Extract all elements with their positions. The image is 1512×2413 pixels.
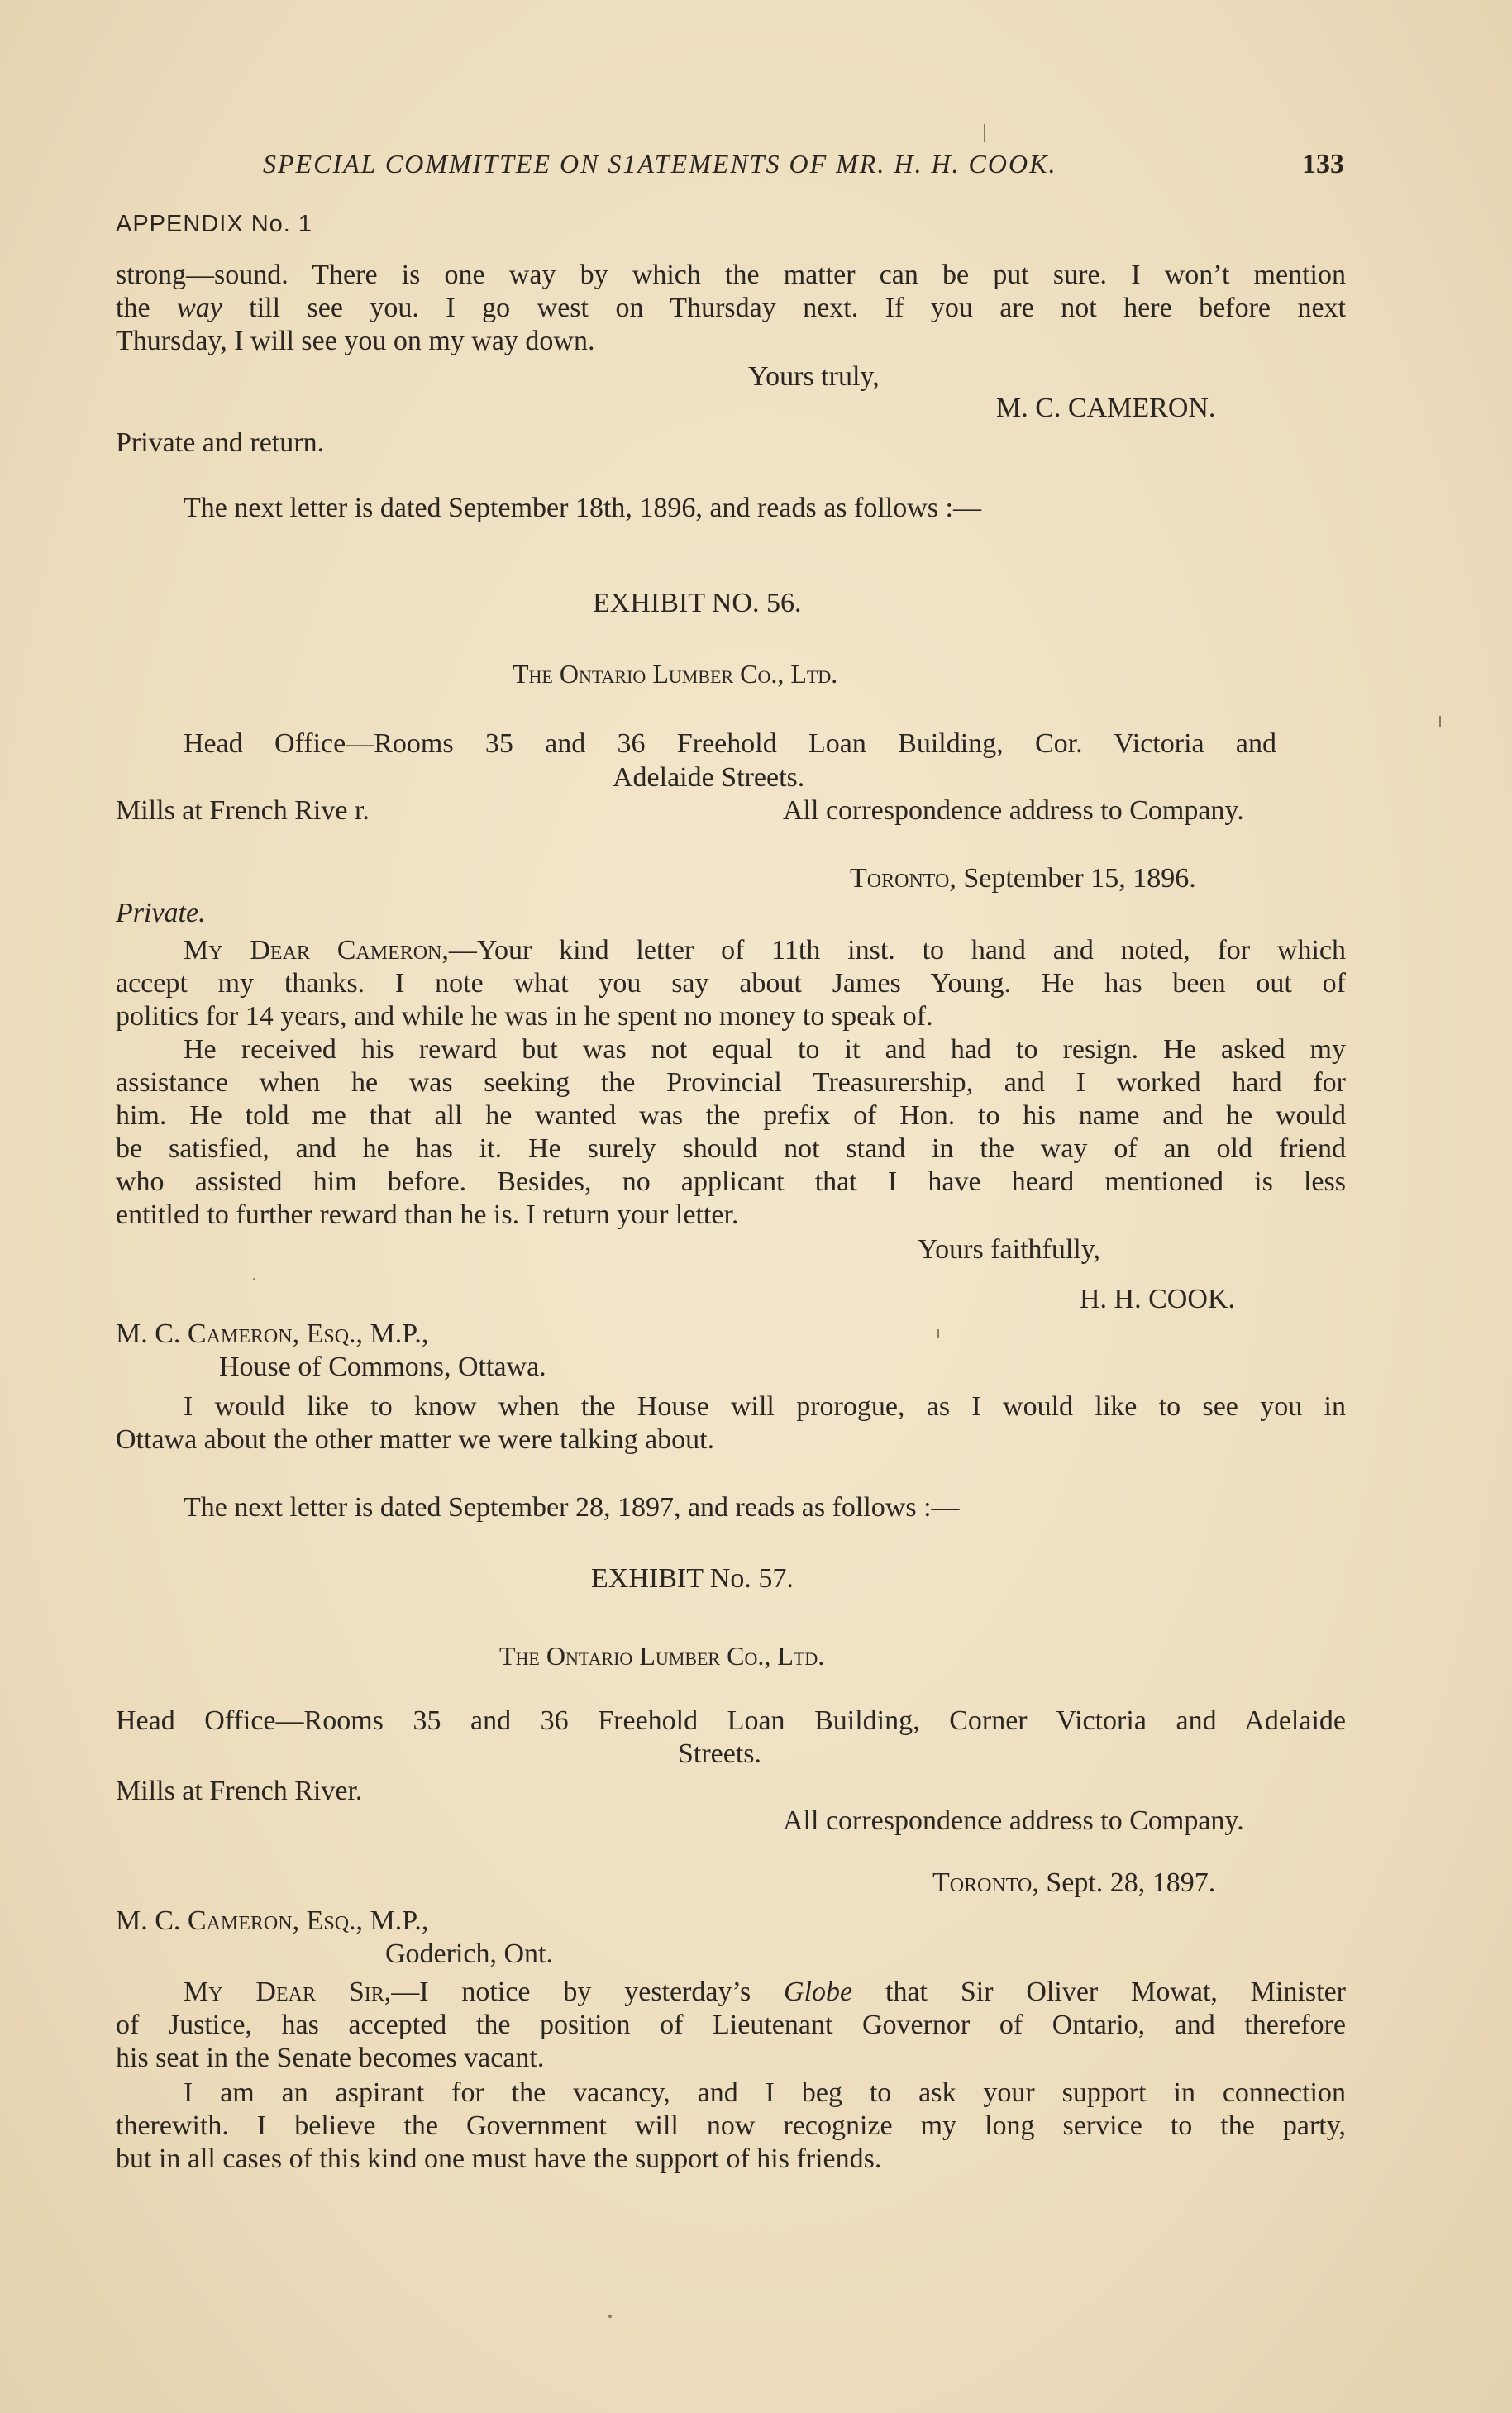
head-office-line: Adelaide Streets. [613, 762, 805, 793]
head-office-line: Head Office—Rooms 35 and 36 Freehold Loan Building, Cor. Victoria and [184, 728, 1276, 759]
print-speck [1439, 716, 1441, 727]
letter-text-line: strong—sound. There is one way by which the matter can be put sure. I won’t mention [116, 260, 1346, 290]
dateline-date: , Sept. 28, 1897. [1032, 1867, 1216, 1898]
letter-body-line: assistance when he was seeking the Provincial Treasurership, and I worked hard for [116, 1067, 1346, 1098]
letter-body-line: My Dear Cameron,—Your kind letter of 11th inst. to hand and noted, for which [184, 935, 1346, 966]
newspaper-name: Globe [784, 1977, 853, 2007]
exhibit-56-title: EXHIBIT NO. 56. [593, 588, 802, 618]
intro-paragraph: The next letter is dated September 28, 1897, and reads as follows :— [184, 1492, 960, 1523]
letter-body-line: but in all cases of this kind one must have the support of his friends. [116, 2144, 882, 2174]
print-speck [608, 2315, 612, 2318]
page-number: 133 [1302, 149, 1344, 179]
dateline-place: Toronto [850, 863, 950, 894]
print-speck [984, 124, 985, 142]
recipient-name: M. C. Cameron, Esq., M.P., [116, 1905, 429, 1936]
recipient-address: House of Commons, Ottawa. [219, 1352, 546, 1382]
letter-body-line: be satisfied, and he has it. He surely should not stand in the way of an old friend [116, 1133, 1346, 1164]
recipient-name: M. C. Cameron, Esq., M.P., [116, 1319, 429, 1349]
letter-text-line: Thursday, I will see you on my way down. [116, 326, 595, 356]
exhibit-57-title: EXHIBIT No. 57. [591, 1563, 794, 1594]
letter-dateline [850, 862, 1196, 895]
letter-body-line: of Justice, has accepted the position of Lieutenant Governor of Ontario, and therefore [116, 2010, 1346, 2040]
emphasis: way [177, 293, 222, 323]
recipient-address: Goderich, Ont. [385, 1939, 554, 1969]
letter-body-line: My Dear Sir,—I notice by yesterday’s Globe that Sir Oliver Mowat, Minister [184, 1977, 1346, 2007]
company-name: The Ontario Lumber Co., Ltd. [513, 659, 838, 689]
letter-text-line: the way till see you. I go west on Thursday next. If you are not here before next [116, 293, 1346, 323]
head-office-line: Head Office—Rooms 35 and 36 Freehold Loan Building, Corner Victoria and Adelaide [116, 1705, 1346, 1736]
mills-location: Mills at French Rive r. [116, 795, 370, 826]
correspondence-note: All correspondence address to Company. [783, 1805, 1244, 1836]
mills-location: Mills at French River. [116, 1776, 363, 1806]
running-header-title: SPECIAL COMMITTEE ON S1ATEMENTS OF MR. H. H. COOK. [263, 149, 1057, 179]
letter-body-line: who assisted him before. Besides, no applicant that I have heard mentioned is less [116, 1166, 1346, 1197]
letter-body-line: therewith. I believe the Government will now recognize my long service to the party, [116, 2110, 1346, 2141]
letter-note: Private and return. [116, 427, 325, 458]
company-name: The Ontario Lumber Co., Ltd. [499, 1641, 825, 1671]
print-speck [937, 1329, 939, 1338]
private-label: Private. [116, 898, 206, 928]
dateline-date: , September 15, 1896. [949, 863, 1196, 894]
letter-dateline [932, 1867, 1215, 1900]
postscript-line: I would like to know when the House will prorogue, as I would like to see you in [184, 1391, 1346, 1422]
postscript-line: Ottawa about the other matter we were talking about. [116, 1424, 715, 1455]
print-speck [253, 1278, 255, 1280]
salutation: My Dear Cameron [184, 935, 442, 966]
letter-closing: Yours truly, [748, 361, 880, 392]
letter-signature: H. H. COOK. [1080, 1284, 1235, 1314]
letter-body-line: He received his reward but was not equal to it and had to resign. He asked my [184, 1034, 1346, 1065]
salutation: My Dear Sir [184, 1977, 384, 2007]
letter-body-line: his seat in the Senate becomes vacant. [116, 2043, 545, 2073]
appendix-label: APPENDIX No. 1 [116, 211, 313, 237]
letter-closing: Yours faithfully, [918, 1234, 1101, 1265]
letter-body-line: I am an aspirant for the vacancy, and I beg to ask your support in connection [184, 2077, 1346, 2108]
head-office-line: Streets. [678, 1738, 762, 1769]
correspondence-note: All correspondence address to Company. [783, 795, 1244, 826]
intro-paragraph: The next letter is dated September 18th, 1896, and reads as follows :— [184, 493, 981, 523]
letter-body-line: him. He told me that all he wanted was the prefix of Hon. to his name and he would [116, 1100, 1346, 1131]
dateline-place: Toronto [932, 1867, 1033, 1898]
letter-signature: M. C. CAMERON. [996, 393, 1216, 423]
letter-body-line: accept my thanks. I note what you say about James Young. He has been out of [116, 968, 1346, 999]
letter-body-line: entitled to further reward than he is. I return your letter. [116, 1199, 739, 1230]
letter-body-line: politics for 14 years, and while he was in he spent no money to speak of. [116, 1001, 933, 1032]
